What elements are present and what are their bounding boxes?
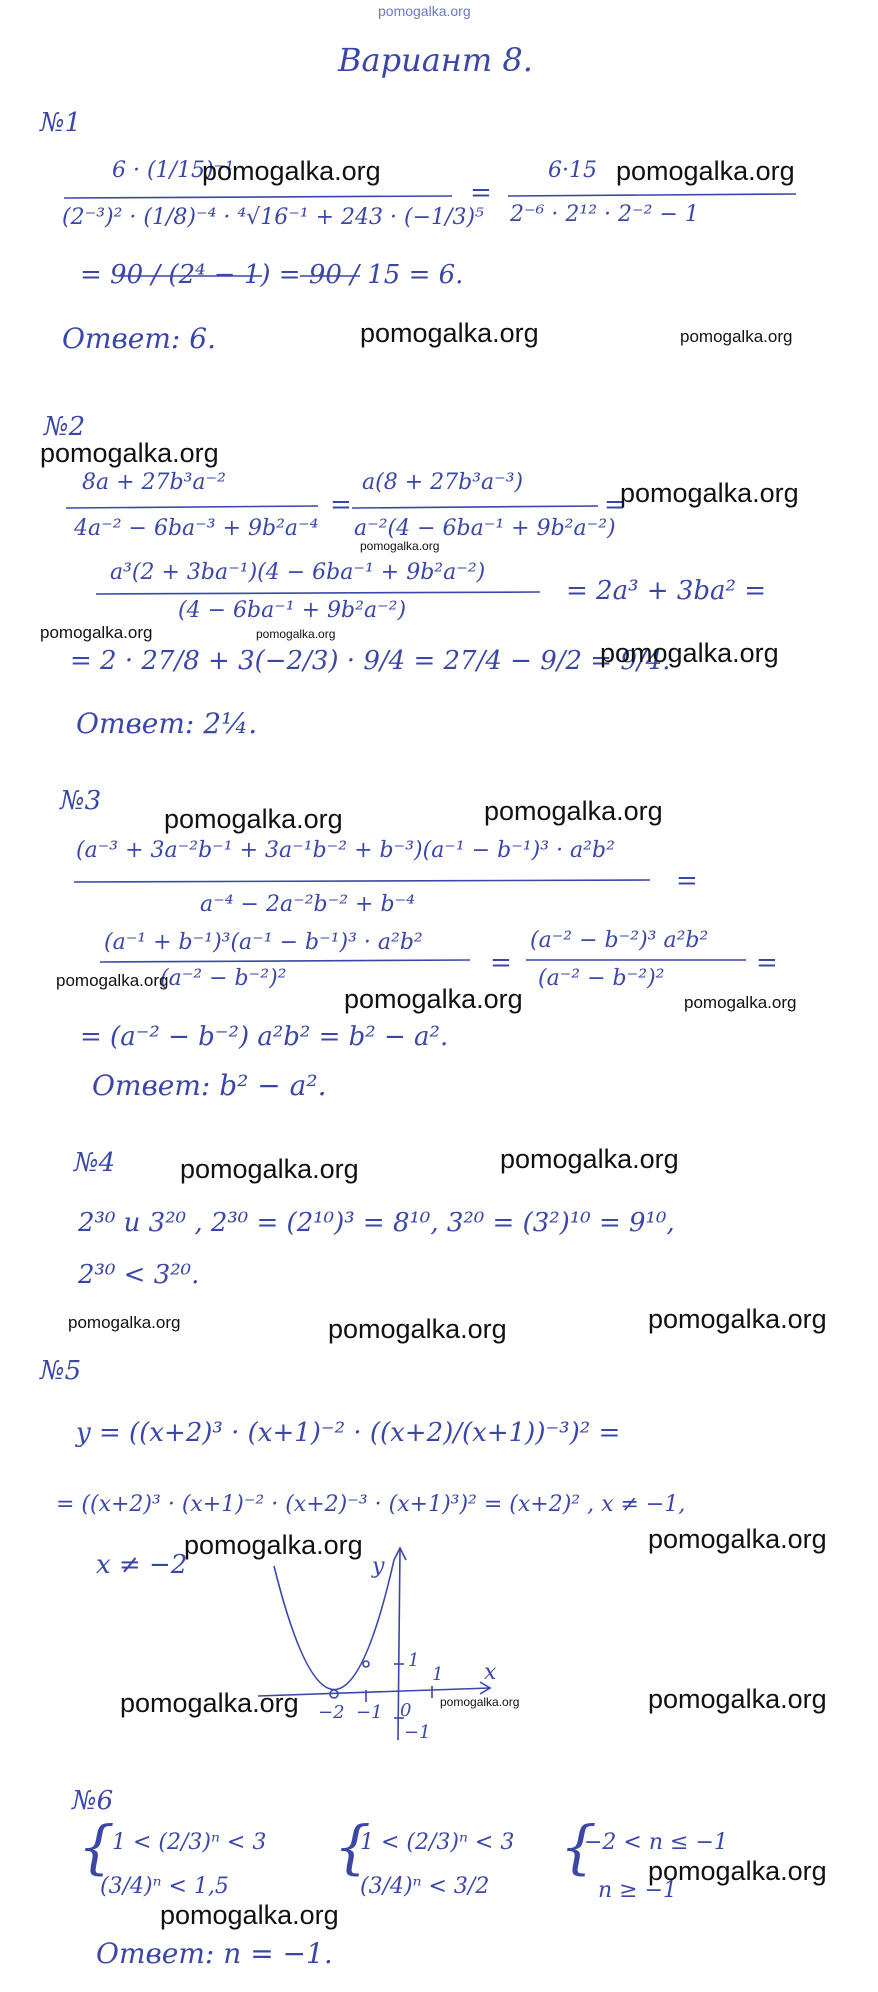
watermark: pomogalka.org xyxy=(648,1684,827,1714)
task2-answer: Ответ: 2¼. xyxy=(76,707,258,740)
watermark: pomogalka.org xyxy=(440,1695,520,1709)
graph-tick-x-neg2: −2 xyxy=(318,1702,345,1723)
watermark: pomogalka.org xyxy=(120,1688,299,1718)
task3-line3: = (a⁻² − b⁻²) a²b² = b² − a². xyxy=(80,1022,449,1052)
watermark: pomogalka.org xyxy=(360,539,440,553)
task6-system2-line1: 1 < (2/3)ⁿ < 3 xyxy=(360,1830,515,1855)
watermark: pomogalka.org xyxy=(164,804,343,834)
watermark: pomogalka.org xyxy=(680,327,793,346)
task2-frac3-denominator: (4 − 6ba⁻¹ + 9b²a⁻²) xyxy=(178,598,407,623)
graph-tick-x-1: 1 xyxy=(432,1664,444,1685)
task3-frac2-numerator: (a⁻¹ + b⁻¹)³(a⁻¹ − b⁻¹)³ · a²b² xyxy=(104,930,423,955)
task2-equals-1: = xyxy=(330,490,352,520)
watermark: pomogalka.org xyxy=(360,318,539,348)
task3-frac3-numerator: (a⁻² − b⁻²)³ a²b² xyxy=(530,928,709,953)
task5-line1: y = ((x+2)³ · (x+1)⁻² · ((x+2)/(x+1))⁻³)² = xyxy=(76,1418,621,1448)
task6-label: №6 xyxy=(72,1786,114,1816)
system2-brace: { xyxy=(334,1813,371,1881)
task2-frac1-numerator: 8a + 27b³a⁻² xyxy=(82,470,226,495)
task2-frac1-denominator: 4a⁻² − 6ba⁻³ + 9b²a⁻⁴ xyxy=(74,516,319,541)
system3-brace: { xyxy=(560,1813,597,1881)
watermark: pomogalka.org xyxy=(160,1900,339,1930)
graph-tick-0: 0 xyxy=(400,1700,412,1721)
task3-answer: Ответ: b² − a². xyxy=(92,1069,327,1102)
site-header: pomogalka.org xyxy=(378,3,471,19)
watermark: pomogalka.org xyxy=(180,1154,359,1184)
watermark: pomogalka.org xyxy=(684,993,797,1012)
task6-answer: Ответ: n = −1. xyxy=(96,1937,333,1970)
task3-equals-3: = xyxy=(756,948,778,978)
watermark: pomogalka.org xyxy=(344,984,523,1014)
watermark: pomogalka.org xyxy=(616,156,795,186)
task3-label: №3 xyxy=(60,786,102,816)
task4-line1: 2³⁰ и 3²⁰ , 2³⁰ = (2¹⁰)³ = 8¹⁰, 3²⁰ = (3²)¹⁰ = 9¹⁰, xyxy=(78,1208,675,1238)
task1-frac1-denominator: (2⁻³)² · (1/8)⁻⁴ · ⁴√16⁻¹ + 243 · (−1/3)⁵ xyxy=(62,205,484,230)
watermark: pomogalka.org xyxy=(328,1314,507,1344)
watermark: pomogalka.org xyxy=(56,971,169,990)
task6-system3-line1: −2 < n ≤ −1 xyxy=(584,1830,728,1855)
task2-frac2-numerator: a(8 + 27b³a⁻³) xyxy=(362,470,524,495)
watermark: pomogalka.org xyxy=(500,1144,679,1174)
task5-label: №5 xyxy=(40,1356,82,1386)
task3-frac2-denominator: (a⁻² − b⁻²)² xyxy=(160,966,287,991)
task6-system1-line1: 1 < (2/3)ⁿ < 3 xyxy=(112,1830,267,1855)
task2-line4: = 2 · 27/8 + 3(−2/3) · 9/4 = 27/4 − 9/2 = 9/4. xyxy=(70,646,671,676)
watermark: pomogalka.org xyxy=(256,627,336,641)
watermark: pomogalka.org xyxy=(484,796,663,826)
watermark: pomogalka.org xyxy=(40,623,153,642)
task4-line2: 2³⁰ < 3²⁰. xyxy=(78,1260,200,1290)
watermark: pomogalka.org xyxy=(600,638,779,668)
task1-frac1-numerator: 6 · (1/15)⁻¹ xyxy=(112,158,234,183)
task2-frac2-denominator: a⁻²(4 − 6ba⁻¹ + 9b²a⁻²) xyxy=(354,516,616,541)
graph-y-label: y xyxy=(372,1554,385,1579)
watermark: pomogalka.org xyxy=(40,438,219,468)
watermark: pomogalka.org xyxy=(648,1856,827,1886)
task1-label: №1 xyxy=(40,108,82,138)
task1-line2: = 90 / (2⁴ − 1) = 90 / 15 = 6. xyxy=(80,260,464,290)
task5-line3: x ≠ −2 xyxy=(96,1550,188,1580)
task3-equals-1: = xyxy=(676,866,698,896)
watermark: pomogalka.org xyxy=(184,1530,363,1560)
task3-frac1-numerator: (a⁻³ + 3a⁻²b⁻¹ + 3a⁻¹b⁻² + b⁻³)(a⁻¹ − b⁻¹)³ · a²b² xyxy=(76,838,615,863)
task2-label: №2 xyxy=(44,412,86,442)
task3-equals-2: = xyxy=(490,948,512,978)
task2-frac3-numerator: a³(2 + 3ba⁻¹)(4 − 6ba⁻¹ + 9b²a⁻²) xyxy=(110,560,486,585)
watermark: pomogalka.org xyxy=(620,478,799,508)
task4-label: №4 xyxy=(74,1148,116,1178)
task3-frac3-denominator: (a⁻² − b⁻²)² xyxy=(538,966,665,991)
task6-system3-line2: n ≥ −1 xyxy=(598,1878,678,1903)
task2-line3-tail: = 2a³ + 3ba² = xyxy=(566,576,766,606)
task2-equals-2: = xyxy=(604,490,626,520)
watermark: pomogalka.org xyxy=(68,1313,181,1332)
task6-system1-line2: (3/4)ⁿ < 1,5 xyxy=(100,1874,229,1899)
watermark: pomogalka.org xyxy=(202,156,381,186)
graph-tick-x-neg1: −1 xyxy=(356,1702,383,1723)
task6-system2-line2: (3/4)ⁿ < 3/2 xyxy=(360,1874,490,1899)
task1-equals: = xyxy=(470,178,492,208)
graph-tick-y-neg1: −1 xyxy=(404,1722,431,1743)
watermark: pomogalka.org xyxy=(648,1304,827,1334)
system1-brace: { xyxy=(78,1813,115,1881)
graph-x-label: x xyxy=(484,1660,497,1685)
task1-answer: Ответ: 6. xyxy=(62,322,216,355)
task5-line2: = ((x+2)³ · (x+1)⁻² · (x+2)⁻³ · (x+1)³)² = (x+2)² , x ≠ −1, xyxy=(56,1492,686,1517)
watermark: pomogalka.org xyxy=(648,1524,827,1554)
task1-frac2-denominator: 2⁻⁶ · 2¹² · 2⁻² − 1 xyxy=(510,202,699,227)
page-title: Вариант 8. xyxy=(338,41,533,79)
task1-frac2-numerator: 6·15 xyxy=(548,158,597,183)
graph-tick-y-1: 1 xyxy=(408,1650,420,1671)
task3-frac1-denominator: a⁻⁴ − 2a⁻²b⁻² + b⁻⁴ xyxy=(200,892,415,917)
